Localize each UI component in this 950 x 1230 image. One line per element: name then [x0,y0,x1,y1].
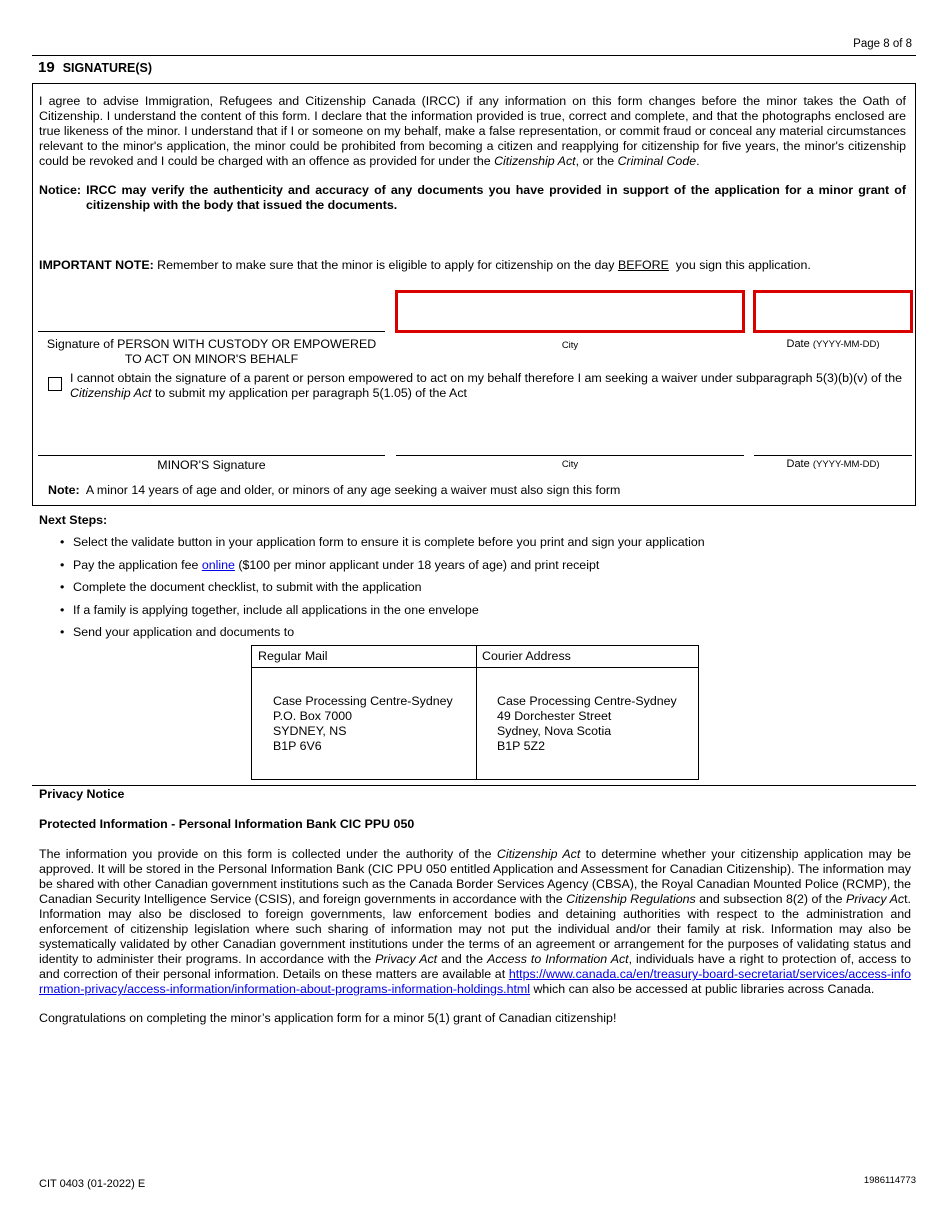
notice-text: Notice: IRCC may verify the authenticity and accuracy of any documents you have provided in support of the application for a minor grant of citizenship with the body that issued the documents. [39,183,906,212]
regular-mail-header: Regular Mail [252,646,476,668]
date-input-box[interactable] [753,290,913,333]
section-heading [38,60,152,76]
important-note: IMPORTANT NOTE: Remember to make sure that the minor is eligible to apply for citizenship on the day BEFORE you sign this application. [39,258,811,272]
privacy-subtitle: Protected Information - Personal Information Bank CIC PPU 050 [39,817,415,831]
courier-header: Courier Address [476,646,698,668]
next-steps-list [60,535,900,648]
minor-city-label: City [561,459,579,470]
minor-date-line[interactable] [754,455,912,456]
form-code: CIT 0403 (01-2022) E [39,1178,146,1190]
waiver-checkbox[interactable] [48,377,62,391]
minor-signature-label: MINOR'S Signature [157,458,266,472]
address-table [251,645,699,780]
regular-mail-column [252,646,477,779]
privacy-title: Privacy Notice [39,787,125,801]
top-rule [32,55,916,56]
courier-address: Case Processing Centre-Sydney 49 Dorchester Street Sydney, Nova Scotia B1P 5Z2 [497,694,677,753]
online-link[interactable]: online [201,557,235,572]
waiver-text: I cannot obtain the signature of a parent or person empowered to act on my behalf therefore I am seeking a waiver under subparagraph 5(3)(b)(v) of the Citizenship Act to submit my application per paragraph 5(1.05) of the Act [70,371,903,400]
list-item: • Complete the document checklist, to submit with the application [60,580,900,603]
regular-mail-address: Case Processing Centre-Sydney P.O. Box 7000 SYDNEY, NS B1P 6V6 [273,694,453,753]
minor-signature-line[interactable] [38,455,385,456]
privacy-text: The information you provide on this form is collected under the authority of the Citizenship Act to determine whether your citizenship application may be approved. It will be stored in the Personal Information Bank (CIC PPU 050 entitled Application and Assessment for Canadian Citizenship). The information may be shared with other Canadian government institutions such as the Canada Border Services Agency (CBSA), the Royal Canadian Mounted Police (RCMP), the Canadian Security Intelligence Service (CSIS), and foreign governments in accordance with the Citizenship Regulations and subsection 8(2) of the Privacy Act. Information may also be disclosed to foreign governments, law enforcement bodies and detaining authorities with respect to the administration and enforcement of citizenship legislation where such sharing of information may not put the individual and/or their family at risk. Information may also be systematically validated by other Canadian government institutions under the terms of an agreement or arrangement for the purposes of validating status and identity to administer their programs. In accordance with the Privacy Act and the Access to Information Act, individuals have a right to protection of, access to and correction of their personal information. Details on these matters are available at https://www.canada.ca/en/treasury-board-secretariat/services/access-information-privacy/access-information/information-about-programs-information-holdings.html which can also be accessed at public libraries across Canada. [39,847,911,996]
barcode-number: 1986114773 [863,1175,916,1186]
list-item: • If a family is applying together, include all applications in the one envelope [60,603,900,626]
privacy-rule [32,785,916,786]
list-item: • Send your application and documents to [60,625,900,648]
courier-column [476,646,698,779]
page-number: Page 8 of 8 [853,38,912,50]
congratulations-text: Congratulations on completing the minor’s application form for a minor 5(1) grant of Canadian citizenship! [39,1011,617,1025]
date-label: Date (YYYY-MM-DD) [786,338,880,350]
custody-signature-label: Signature of PERSON WITH CUSTODY OR EMPOWERED TO ACT ON MINOR'S BEHALF [46,337,377,366]
section-title: SIGNATURE(S) [62,61,153,75]
city-label: City [561,340,579,351]
section-number: 19 [38,59,55,76]
custody-signature-line[interactable] [38,331,385,332]
minor-date-label: Date (YYYY-MM-DD) [786,458,880,470]
next-steps-title: Next Steps: [39,513,108,527]
minor-city-line[interactable] [396,455,744,456]
privacy-link[interactable]: https://www.canada.ca/en/treasury-board-secretariat/services/access-information-privacy/access-information/information-about-programs-information-holdings.html [39,967,911,996]
list-item: • Pay the application fee online ($100 per minor applicant under 18 years of age) and print receipt [60,558,900,581]
declaration-text: I agree to advise Immigration, Refugees and Citizenship Canada (IRCC) if any information on this form changes before the minor takes the Oath of Citizenship. I understand the content of this form. I declare that the information provided is true, correct and complete, and that the photographs enclosed are true likeness of the minor. I understand that if I or someone on my behalf, make a false representation, or commit fraud or conceal any material circumstances relevant to the minor's application, the minor could be prohibited from becoming a citizen and reapplying for citizenship for five years, the minor's citizenship could be revoked and I could be charged with an offence as provided for under the Citizenship Act, or the Criminal Code. [39,94,906,168]
city-input-box[interactable] [395,290,745,333]
minor-note: Note: A minor 14 years of age and older, or minors of any age seeking a waiver must also sign this form [48,483,621,497]
list-item: • Select the validate button in your application form to ensure it is complete before you print and sign your application [60,535,900,558]
